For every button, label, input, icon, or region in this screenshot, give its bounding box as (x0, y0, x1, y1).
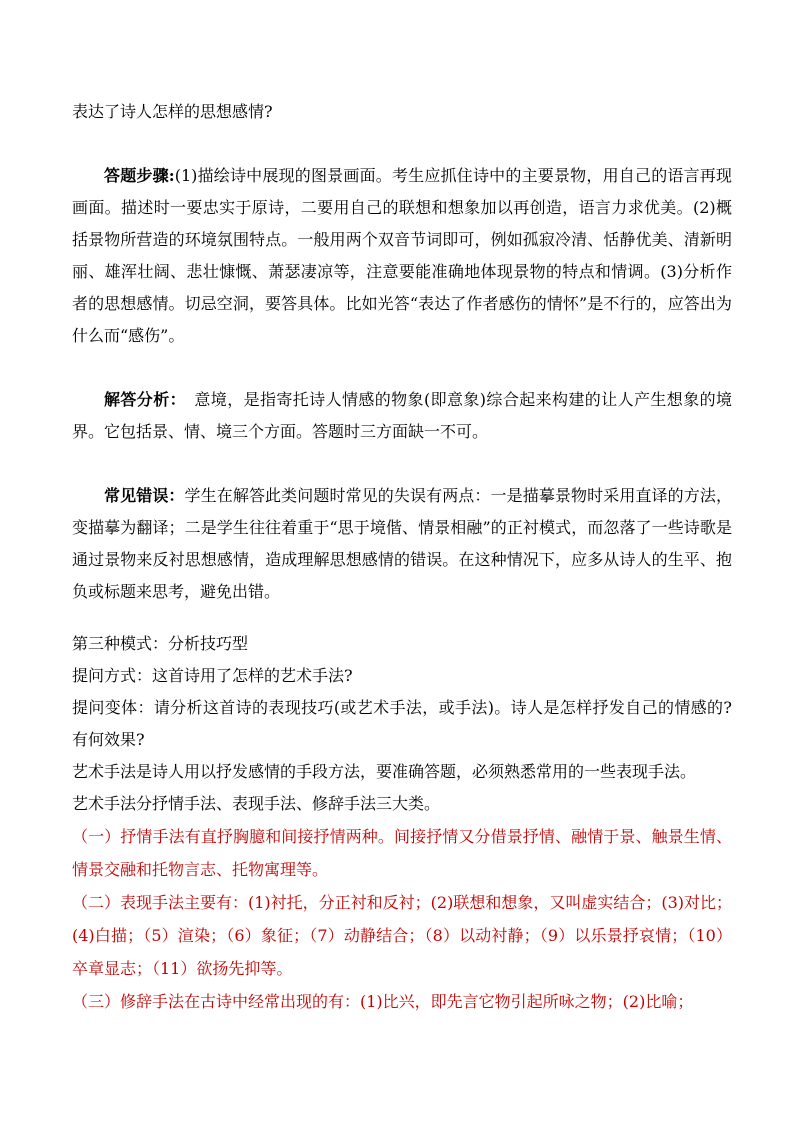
rhetoric-techniques-item: （三）修辞手法在古诗中经常出现的有：(1)比兴，即先言它物引起所咏之物；(2)比喻； (72, 992, 694, 1011)
mode3-ask: 提问方式：这首诗用了怎样的艺术手法? (72, 666, 353, 685)
intro-line: 表达了诗人怎样的思想感情? (72, 102, 273, 121)
answer-steps-label: 答题步骤: (104, 166, 175, 185)
analysis-label: 解答分析： (104, 390, 178, 409)
mode3-title: 第三种模式：分析技巧型 (72, 634, 249, 653)
answer-steps-paragraph (72, 160, 732, 352)
answer-steps-text: (1)描绘诗中展现的图景画面。考生应抓住诗中的主要景物，用自己的语言再现画面。描述时一要忠实于原诗，二要用自己的联想和想象加以再创造，语言力求优美。(2)概括景物所营造的环境氛围特点。一般用两个双音节词即可，例如孤寂冷清、恬静优美、清新明丽、雄浑壮阔、悲壮慷慨、萧瑟凄凉等，注意要能准确地体现景物的特点和情调。(3)分析作者的思想感情。切忌空洞，要答具体。比如光答“表达了作者感伤的情怀”是不行的，应答出为什么而“感伤”。 (72, 166, 732, 345)
common-errors-text: 学生在解答此类问题时常见的失误有两点：一是描摹景物时采用直译的方法，变描摹为翻译；二是学生往往着重于“思于境偕、情景相融”的正衬模式，而忽落了一些诗歌是通过景物来反衬思想感情，造成理解思想感情的错误。在这种情况下，应多从诗人的生平、抱负或标题来思考，避免出错。 (72, 486, 732, 601)
analysis-paragraph (72, 384, 732, 448)
expression-techniques-item: （二）表现手法主要有：(1)衬托，分正衬和反衬；(2)联想和想象，又叫虚实结合；(3)对比；(4)白描；（5）渲染；（6）象征；（7）动静结合；（8）以动衬静；（9）以乐景抒哀情；（10）卒章显志；（11）欲扬先抑等。 (72, 893, 732, 978)
common-errors-label: 常见错误： (104, 486, 185, 505)
analysis-text: 意境，是指寄托诗人情感的物象(即意象)综合起来构建的让人产生想象的境界。它包括景、情、境三个方面。答题时三方面缺一不可。 (72, 390, 732, 441)
common-errors-paragraph (72, 480, 732, 608)
mode3-def2: 艺术手法分抒情手法、表现手法、修辞手法三大类。 (72, 794, 441, 813)
mode3-variant: 提问变体：请分析这首诗的表现技巧(或艺术手法，或手法)。诗人是怎样抒发自己的情感的?有何效果? (72, 698, 732, 749)
lyric-techniques-item: （一）抒情手法有直抒胸臆和间接抒情两种。间接抒情又分借景抒情、融情于景、触景生情、情景交融和托物言志、托物寓理等。 (72, 827, 732, 879)
document-page (72, 96, 732, 1018)
mode3-def1: 艺术手法是诗人用以抒发感情的手段方法，要准确答题，必须熟悉常用的一些表现手法。 (72, 762, 697, 781)
